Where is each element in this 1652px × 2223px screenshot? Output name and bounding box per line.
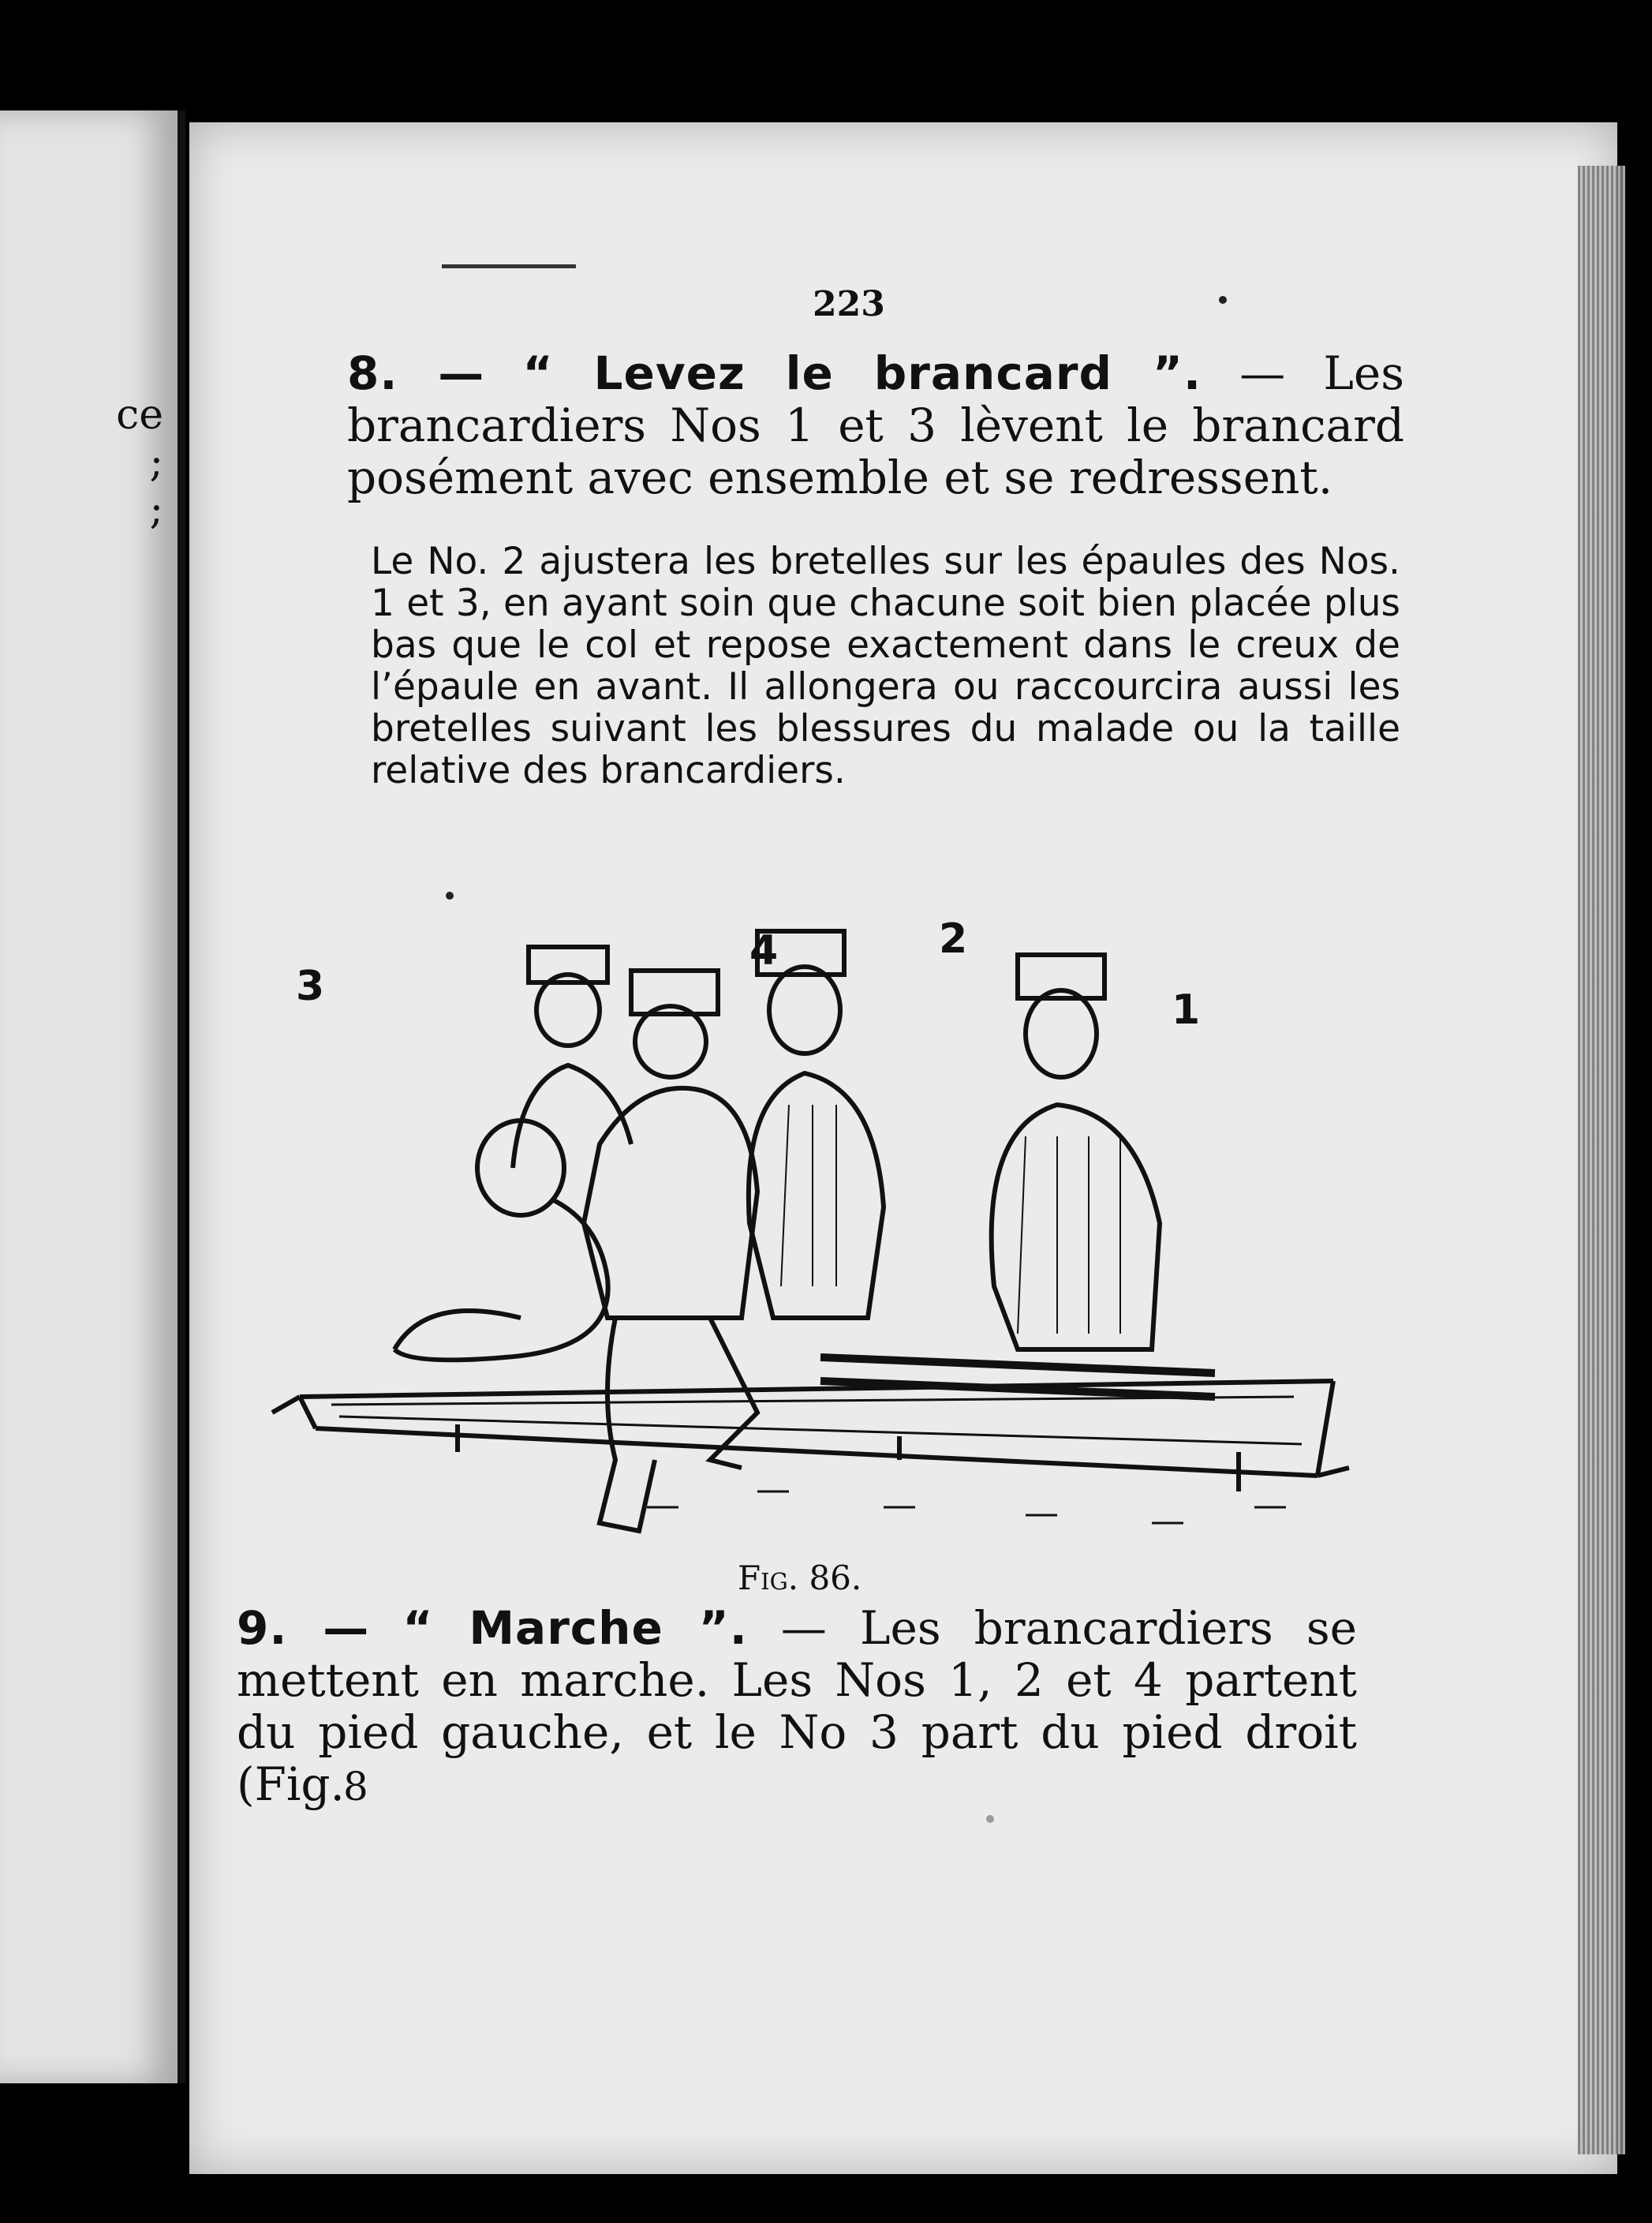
print-speck — [1219, 296, 1227, 304]
page-edge — [1578, 166, 1625, 2154]
figure-label-bearer: 1 — [1172, 986, 1201, 1034]
signature-mark: 8 — [343, 1764, 368, 1809]
section-8-command: “ Levez le brancard ”. — [522, 346, 1202, 400]
figure-label-bearer: 3 — [296, 963, 325, 1010]
section-9-body: — Les brancardiers se mettent en marche. Les Nos 1, 2 et 4 partent du pied gauche, et le No 3 part du pied droit (Fig. — [237, 1601, 1357, 1811]
section-9-paragraph — [237, 1602, 1357, 1810]
print-speck — [986, 1815, 994, 1823]
left-page-fragment: ; — [149, 486, 163, 533]
section-8-paragraph — [347, 347, 1404, 503]
header-rule — [442, 264, 576, 268]
page-number: 223 — [813, 284, 885, 324]
section-8-body: — Les brancardiers Nos 1 et 3 lèvent le brancard posément avec ensemble et se redressent. — [347, 346, 1404, 504]
section-8-number: 8. — — [347, 346, 485, 400]
left-page-fragment: ; — [149, 439, 163, 486]
left-page-fragment: ce — [116, 391, 163, 439]
figure-label-bearer: 4 — [749, 927, 779, 975]
print-speck — [446, 892, 454, 900]
figure-caption: Fig. 86. — [738, 1559, 862, 1597]
section-9-command: “ Marche ”. — [402, 1601, 748, 1655]
left-facing-page — [0, 110, 185, 2083]
section-8-note: Le No. 2 ajustera les bretelles sur les épaules des Nos. 1 et 3, en ayant soin que chacune soit bien placée plus bas que le col et repose exactement dans le creux de l’épaule en avant. Il allongera ou raccourcira aussi les bretelles suivant les blessures du malade ou la taille relative des brancardiers. — [371, 540, 1400, 792]
section-9-number: 9. — — [237, 1601, 370, 1655]
figure-label-bearer: 2 — [939, 915, 968, 963]
figure-illustration — [268, 908, 1357, 1555]
